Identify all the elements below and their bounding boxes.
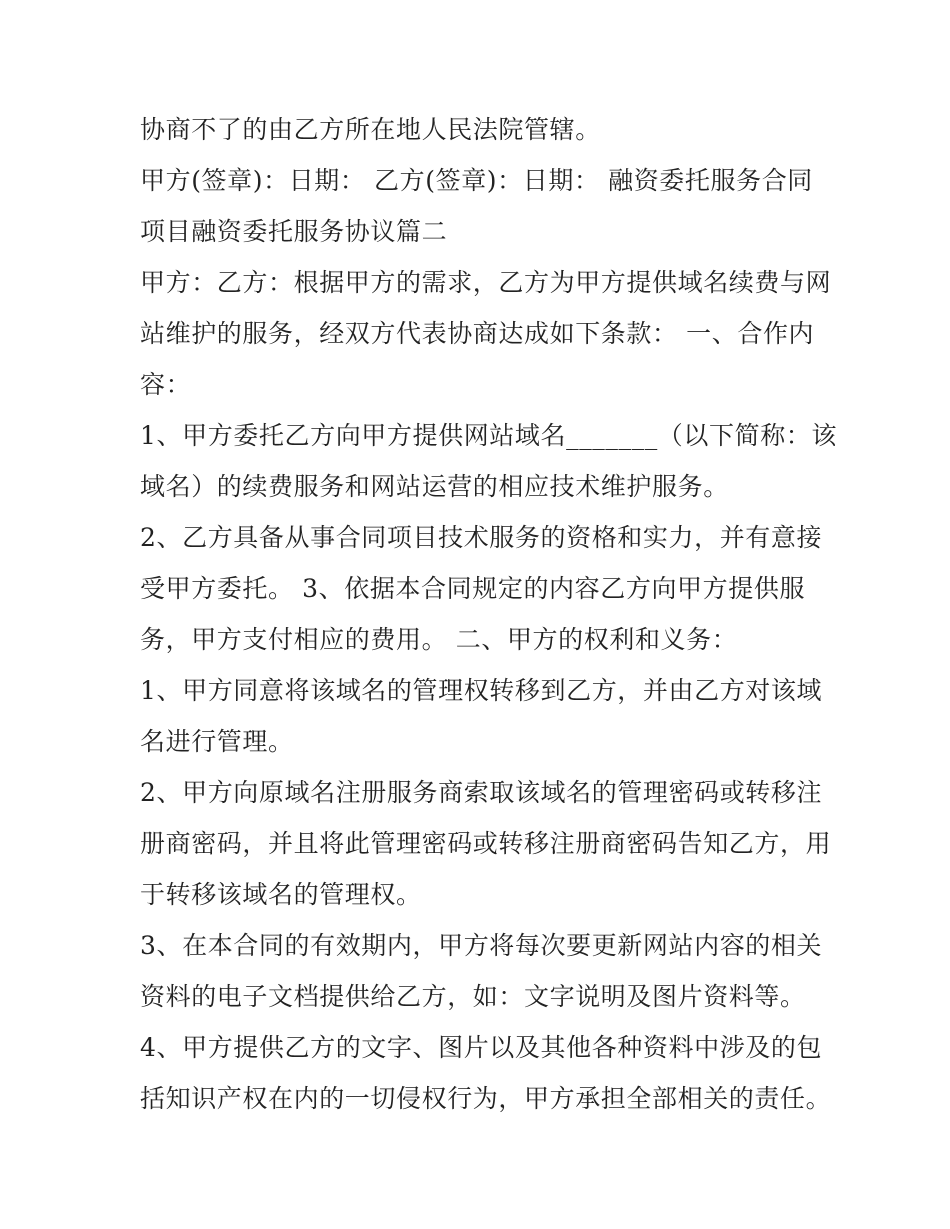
text-line: 域名）的续费服务和网站运营的相应技术维护服务。 [140, 472, 729, 501]
text-line: 名进行管理。 [140, 727, 294, 756]
text-line: 站维护的服务，经双方代表协商达成如下条款： 一、合作内 [140, 319, 815, 348]
text-line: 甲方：乙方：根据甲方的需求，乙方为甲方提供域名续费与网 [140, 268, 832, 297]
text-line: 1、甲方委托乙方向甲方提供网站域名_______（以下简称：该 [140, 421, 838, 450]
text-line: 册商密码，并且将此管理密码或转移注册商密码告知乙方，用 [140, 829, 832, 858]
text-line: 1、甲方同意将该域名的管理权转移到乙方，并由乙方对该域 [140, 676, 823, 705]
text-line: 务，甲方支付相应的费用。 二、甲方的权利和义务： [140, 625, 738, 654]
text-line: 2、乙方具备从事合同项目技术服务的资格和实力，并有意接 [140, 523, 823, 552]
text-line: 括知识产权在内的一切侵权行为，甲方承担全部相关的责任。 [140, 1084, 832, 1113]
text-line: 4、甲方提供乙方的文字、图片以及其他各种资料中涉及的包 [140, 1033, 823, 1062]
text-line: 协商不了的由乙方所在地人民法院管辖。 [140, 115, 601, 144]
text-line: 于转移该域名的管理权。 [140, 880, 422, 909]
text-line: 资料的电子文档提供给乙方，如：文字说明及图片资料等。 [140, 982, 806, 1011]
text-line: 受甲方委托。 3、依据本合同规定的内容乙方向甲方提供服 [140, 574, 806, 603]
text-line: 甲方(签章)：日期： 乙方(签章)：日期： 融资委托服务合同 [140, 166, 813, 195]
text-line: 容： [140, 370, 192, 399]
text-line: 2、甲方向原域名注册服务商索取该域名的管理密码或转移注 [140, 778, 823, 807]
text-line: 3、在本合同的有效期内，甲方将每次要更新网站内容的相关 [140, 931, 823, 960]
text-line: 项目融资委托服务协议篇二 [140, 217, 448, 246]
document-body [140, 104, 838, 1124]
